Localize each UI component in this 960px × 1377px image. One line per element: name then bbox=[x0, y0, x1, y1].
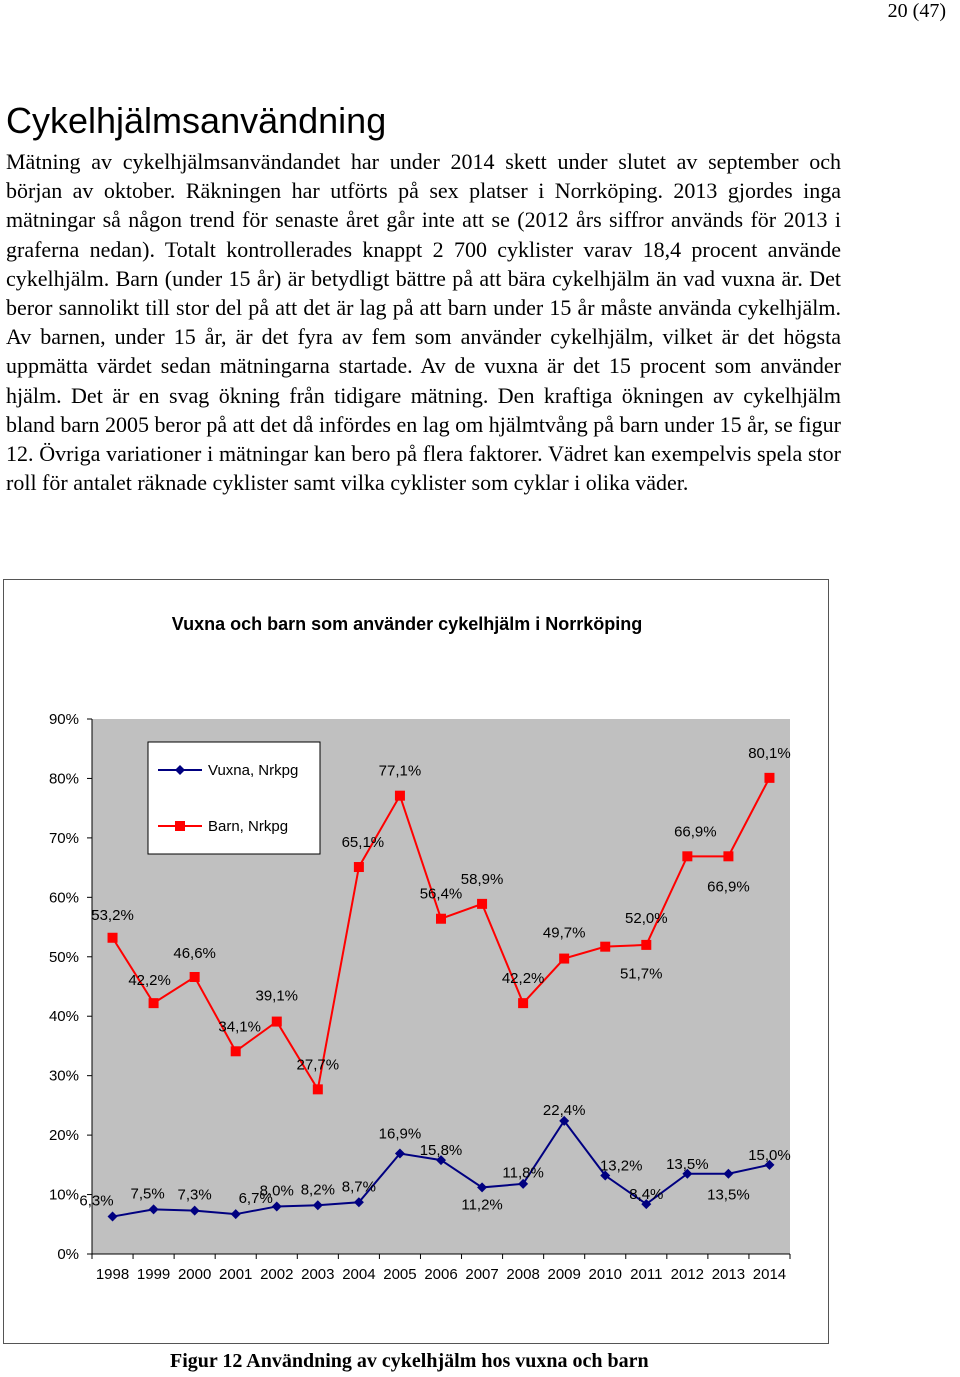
data-point-barn bbox=[559, 954, 569, 964]
y-tick-label: 0% bbox=[57, 1246, 79, 1263]
data-label-barn: 66,9% bbox=[674, 823, 717, 841]
data-label-barn: 34,1% bbox=[218, 1018, 261, 1036]
data-point-barn bbox=[313, 1084, 323, 1094]
x-tick-label: 2011 bbox=[630, 1266, 663, 1283]
data-label-barn: 39,1% bbox=[255, 987, 299, 1005]
x-tick-label: 2007 bbox=[465, 1266, 499, 1283]
x-tick-label: 2000 bbox=[177, 1266, 212, 1283]
data-label-vuxna: 16,9% bbox=[378, 1125, 422, 1143]
data-point-barn bbox=[600, 942, 610, 952]
data-label-barn: 42,2% bbox=[501, 970, 545, 988]
chart-title: Vuxna och barn som använder cykelhjälm i Norrköping bbox=[171, 614, 643, 634]
data-label-barn: 51,7% bbox=[619, 965, 663, 983]
data-label-barn: 52,0% bbox=[625, 909, 668, 927]
data-point-barn bbox=[477, 899, 487, 909]
line-chart bbox=[4, 580, 828, 1343]
y-tick-label: 70% bbox=[48, 829, 79, 847]
data-label-vuxna: 8,0% bbox=[259, 1182, 294, 1200]
x-tick-label: 2004 bbox=[342, 1266, 376, 1283]
data-label-barn: 42,2% bbox=[128, 972, 171, 990]
legend-label-vuxna: Vuxna, Nrkpg bbox=[208, 762, 299, 779]
data-label-vuxna: 15,0% bbox=[748, 1146, 791, 1164]
data-label-barn: 80,1% bbox=[748, 744, 791, 762]
x-tick-label: 2001 bbox=[219, 1266, 253, 1283]
data-point-barn bbox=[108, 933, 118, 943]
data-label-vuxna: 8,4% bbox=[629, 1186, 664, 1204]
data-label-barn: 65,1% bbox=[341, 834, 385, 852]
data-label-vuxna: 13,2% bbox=[599, 1157, 643, 1175]
data-point-barn bbox=[518, 998, 528, 1008]
chart-frame bbox=[3, 579, 829, 1344]
x-tick-label: 2013 bbox=[711, 1266, 746, 1283]
data-label-barn: 49,7% bbox=[542, 924, 586, 942]
data-label-vuxna: 11,8% bbox=[502, 1164, 544, 1182]
y-tick-label: 60% bbox=[48, 889, 79, 907]
data-label-vuxna: 13,5% bbox=[666, 1155, 709, 1173]
data-point-barn bbox=[231, 1046, 241, 1056]
data-point-barn bbox=[190, 972, 200, 982]
y-tick-label: 40% bbox=[48, 1008, 79, 1026]
data-label-vuxna: 7,5% bbox=[130, 1185, 165, 1203]
y-tick-label: 50% bbox=[48, 948, 79, 966]
data-label-barn: 53,2% bbox=[91, 906, 134, 924]
x-tick-label: 2014 bbox=[752, 1266, 787, 1283]
body-paragraph: Mätning av cykelhjälmsanvändandet har under 2014 skett under slutet av september och början av oktober. Räkningen har utförts på sex platser i Norrköping. 2013 gjordes inga mätningar så någon trend för senaste året går inte att se (2012 års siffror används för 2013 i graferna nedan). Totalt kontrollerades knappt 2 700 cyklister varav 18,4 procent använde cykelhjälm. Barn (under 15 år) är betydligt bättre på att bära cykelhjälm än vad vuxna är. Det beror sannolikt till stor del på att det är lag på att barn under 15 år måste använda cykelhjälm. Av barnen, under 15 år, är det fyra av fem som använder cykelhjälm, vilket är det högsta uppmätta värdet sedan mätningarna startade. Av de vuxna är det 15 procent som använder hjälm. Det är en svag ökning från tidigare mätning. Den kraftiga ökningen av cykelhjälm bland barn 2005 beror på att det då infördes en lag om hjälmtvång på barn under 15 år, se figur 12. Övriga variationer i mätningar kan bero på flera faktorer. Vädret kan exempelvis spela stor roll för antalet räknade cyklister samt vilka cyklister som cyklar i olika väder. bbox=[6, 149, 841, 496]
data-point-barn bbox=[723, 851, 733, 861]
x-tick-label: 2012 bbox=[670, 1266, 705, 1283]
x-tick-label: 2009 bbox=[547, 1266, 581, 1283]
data-label-barn: 27,7% bbox=[296, 1056, 340, 1074]
y-tick-label: 80% bbox=[48, 770, 79, 788]
legend-marker-barn bbox=[175, 821, 185, 831]
legend-label-barn: Barn, Nrkpg bbox=[208, 818, 289, 835]
x-tick-label: 1999 bbox=[136, 1266, 171, 1283]
data-point-barn bbox=[395, 791, 405, 801]
data-label-barn: 77,1% bbox=[378, 762, 422, 780]
legend-box bbox=[148, 742, 320, 854]
data-point-barn bbox=[436, 914, 446, 924]
data-label-vuxna: 6,7% bbox=[238, 1190, 273, 1208]
data-point-barn bbox=[272, 1017, 282, 1027]
data-label-vuxna: 11,2% bbox=[461, 1196, 503, 1214]
data-point-barn bbox=[641, 940, 651, 950]
data-label-barn: 46,6% bbox=[173, 944, 216, 962]
x-tick-label: 2006 bbox=[424, 1266, 458, 1283]
data-label-vuxna: 6,3% bbox=[79, 1192, 114, 1210]
figure-caption: Figur 12 Användning av cykelhjälm hos vuxna och barn bbox=[170, 1350, 649, 1372]
data-label-vuxna: 13,5% bbox=[707, 1186, 750, 1204]
x-tick-label: 1998 bbox=[95, 1266, 130, 1283]
data-label-barn: 58,9% bbox=[460, 870, 504, 888]
page-number: 20 (47) bbox=[887, 0, 946, 22]
section-heading: Cykelhjälmsanvändning bbox=[6, 100, 387, 141]
data-point-barn bbox=[354, 862, 364, 872]
data-point-barn bbox=[764, 773, 774, 783]
data-point-barn bbox=[682, 851, 692, 861]
data-label-vuxna: 8,2% bbox=[300, 1181, 335, 1199]
x-tick-label: 2008 bbox=[506, 1266, 540, 1283]
x-tick-label: 2003 bbox=[301, 1266, 335, 1283]
y-tick-label: 20% bbox=[48, 1127, 79, 1145]
data-label-barn: 56,4% bbox=[419, 885, 463, 903]
data-label-vuxna: 15,8% bbox=[419, 1142, 463, 1160]
x-tick-label: 2010 bbox=[588, 1266, 622, 1283]
data-label-vuxna: 22,4% bbox=[542, 1101, 586, 1119]
y-tick-label: 30% bbox=[48, 1067, 79, 1085]
data-label-vuxna: 7,3% bbox=[177, 1186, 212, 1204]
data-label-barn: 66,9% bbox=[707, 878, 750, 896]
y-tick-label: 90% bbox=[48, 711, 79, 728]
y-tick-label: 10% bbox=[48, 1186, 79, 1204]
x-tick-label: 2002 bbox=[260, 1266, 294, 1283]
data-label-vuxna: 8,7% bbox=[341, 1178, 376, 1196]
data-point-barn bbox=[149, 998, 159, 1008]
x-tick-label: 2005 bbox=[383, 1266, 417, 1283]
